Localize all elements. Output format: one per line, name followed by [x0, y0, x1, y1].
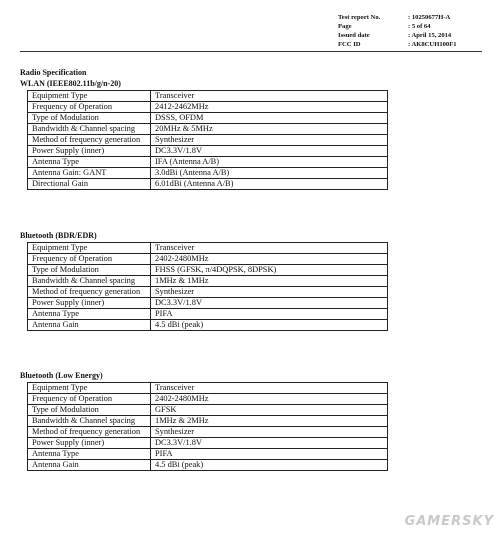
- header-divider: [20, 51, 482, 52]
- table-row: [28, 168, 388, 179]
- section-title-bt-bdr-edr: Bluetooth (BDR/EDR): [20, 231, 97, 240]
- row-key: Bandwidth & Channel spacing: [28, 124, 151, 135]
- table-row: [28, 449, 388, 460]
- header-value: : 5 of 64: [408, 23, 431, 30]
- row-key: Antenna Type: [28, 157, 151, 168]
- row-key: Antenna Gain: [28, 320, 151, 331]
- table-row: [28, 179, 388, 190]
- header-value: : AK8CUH100F1: [408, 41, 457, 48]
- row-key: Bandwidth & Channel spacing: [28, 276, 151, 287]
- table-row: [28, 394, 388, 405]
- header-row: [338, 31, 457, 40]
- spec-table-wlan: [27, 90, 388, 190]
- table-row: [28, 460, 388, 471]
- row-key: Antenna Gain: [28, 460, 151, 471]
- table-row: [28, 113, 388, 124]
- row-key: Bandwidth & Channel spacing: [28, 416, 151, 427]
- spec-table-bt-le: [27, 382, 388, 471]
- table-row: [28, 102, 388, 113]
- row-value: Transceiver: [151, 243, 388, 254]
- row-key: Power Supply (inner): [28, 298, 151, 309]
- table-row: [28, 157, 388, 168]
- row-value: 4.5 dBi (peak): [151, 460, 388, 471]
- row-key: Type of Modulation: [28, 265, 151, 276]
- row-key: Type of Modulation: [28, 405, 151, 416]
- table-row: [28, 146, 388, 157]
- header-label: FCC ID: [338, 41, 361, 48]
- header-label: Page: [338, 23, 352, 30]
- section-title-wlan: WLAN (IEEE802.11b/g/n-20): [20, 79, 121, 88]
- row-key: Frequency of Operation: [28, 102, 151, 113]
- row-value: Transceiver: [151, 91, 388, 102]
- table-row: [28, 287, 388, 298]
- table-row: [28, 254, 388, 265]
- row-value: DSSS, OFDM: [151, 113, 388, 124]
- radio-spec-title: Radio Specification: [20, 68, 87, 77]
- table-row: [28, 243, 388, 254]
- header-row: [338, 22, 457, 31]
- row-key: Method of frequency generation: [28, 287, 151, 298]
- header-row: [338, 40, 457, 49]
- row-key: Antenna Type: [28, 449, 151, 460]
- spec-table-bt-bdr-edr: [27, 242, 388, 331]
- table-row: [28, 276, 388, 287]
- row-key: Method of frequency generation: [28, 427, 151, 438]
- row-key: Type of Modulation: [28, 113, 151, 124]
- row-value: 1MHz & 1MHz: [151, 276, 388, 287]
- row-value: Transceiver: [151, 383, 388, 394]
- header-label: Test report No.: [338, 14, 381, 21]
- table-row: [28, 438, 388, 449]
- row-value: PIFA: [151, 309, 388, 320]
- row-value: 2402-2480MHz: [151, 394, 388, 405]
- row-key: Method of frequency generation: [28, 135, 151, 146]
- row-value: Synthesizer: [151, 287, 388, 298]
- row-key: Antenna Gain: GANT: [28, 168, 151, 179]
- table-row: [28, 265, 388, 276]
- header-label: Issued date: [338, 32, 370, 39]
- row-value: 2402-2480MHz: [151, 254, 388, 265]
- header-row: [338, 13, 457, 22]
- row-value: IFA (Antenna A/B): [151, 157, 388, 168]
- table-row: [28, 405, 388, 416]
- row-key: Power Supply (inner): [28, 438, 151, 449]
- row-value: 4.5 dBi (peak): [151, 320, 388, 331]
- row-value: Synthesizer: [151, 427, 388, 438]
- row-value: DC3.3V/1.8V: [151, 438, 388, 449]
- row-value: 2412-2462MHz: [151, 102, 388, 113]
- table-row: [28, 416, 388, 427]
- row-key: Power Supply (inner): [28, 146, 151, 157]
- row-value: 20MHz & 5MHz: [151, 124, 388, 135]
- table-row: [28, 298, 388, 309]
- header-value: : 10250677H-A: [408, 14, 451, 21]
- row-value: 6.01dBi (Antenna A/B): [151, 179, 388, 190]
- row-value: DC3.3V/1.8V: [151, 146, 388, 157]
- row-value: 1MHz & 2MHz: [151, 416, 388, 427]
- row-key: Frequency of Operation: [28, 394, 151, 405]
- row-value: Synthesizer: [151, 135, 388, 146]
- row-value: PIFA: [151, 449, 388, 460]
- row-key: Equipment Type: [28, 91, 151, 102]
- header-value: : April 15, 2014: [408, 32, 452, 39]
- table-row: [28, 124, 388, 135]
- report-header: [338, 13, 457, 49]
- section-title-bt-le: Bluetooth (Low Energy): [20, 371, 103, 380]
- watermark: GAMERSKY: [404, 514, 494, 529]
- row-value: 3.0dBi (Antenna A/B): [151, 168, 388, 179]
- table-row: [28, 383, 388, 394]
- row-value: GFSK: [151, 405, 388, 416]
- table-row: [28, 309, 388, 320]
- row-key: Equipment Type: [28, 383, 151, 394]
- table-row: [28, 320, 388, 331]
- table-row: [28, 427, 388, 438]
- table-row: [28, 135, 388, 146]
- row-key: Antenna Type: [28, 309, 151, 320]
- row-key: Equipment Type: [28, 243, 151, 254]
- row-value: FHSS (GFSK, π/4DQPSK, 8DPSK): [151, 265, 388, 276]
- row-key: Frequency of Operation: [28, 254, 151, 265]
- row-key: Directional Gain: [28, 179, 151, 190]
- row-value: DC3.3V/1.8V: [151, 298, 388, 309]
- table-row: [28, 91, 388, 102]
